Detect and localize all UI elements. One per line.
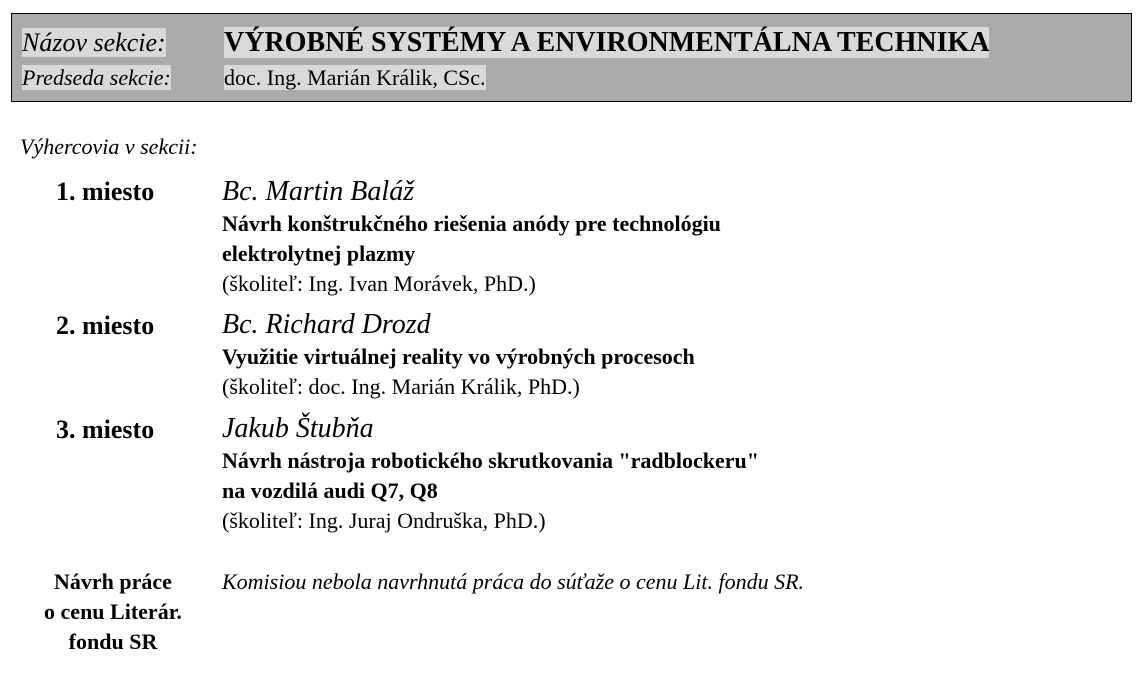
supervisor: (školiteľ: Ing. Juraj Ondruška, PhD.) [222,508,546,533]
supervisor: (školiteľ: doc. Ing. Marián Králik, PhD.) [222,374,580,399]
chair-label: Predseda sekcie: [22,65,171,90]
place-label: 2. miesto [56,311,155,340]
literary-fund-label-line: Návrh práce [54,569,172,594]
work-title [222,342,1122,372]
work-title-line: Návrh konštrukčného riešenia anódy pre technológiu [222,211,721,236]
place-label: 1. miesto [56,177,155,206]
supervisor: (školiteľ: Ing. Ivan Morávek, PhD.) [222,271,536,296]
work-title-line: Návrh nástroja robotického skrutkovania "radblockeru" [222,448,759,473]
place-label: 3. miesto [56,415,155,444]
section-name: VÝROBNÉ SYSTÉMY A ENVIRONMENTÁLNA TECHNIKA [224,27,990,58]
work-title-line: elektrolytnej plazmy [222,241,416,266]
work-title [222,446,1122,506]
literary-fund-value: Komisiou nebola navrhnutá práca do súťaže o cenu Lit. fondu SR. [222,569,805,594]
winner-entry [222,413,1122,536]
chair-name: doc. Ing. Marián Králik, CSc. [224,65,486,90]
work-title-line: Využitie virtuálnej reality vo výrobných procesoch [222,344,695,369]
winner-name: Jakub Štubňa [222,413,374,444]
literary-fund-label-line: o cenu Literár. [44,599,182,624]
winners-title: Výhercovia v sekcii: [20,134,198,159]
work-title-line: na vozdilá audi Q7, Q8 [222,478,438,503]
winner-name: Bc. Martin Baláž [222,176,415,207]
winner-name: Bc. Richard Drozd [222,309,431,340]
winner-entry [222,176,1122,299]
work-title [222,209,1122,269]
winner-entry [222,309,1122,402]
literary-fund-label-line: fondu SR [68,629,158,654]
section-label: Názov sekcie: [22,28,166,57]
section-header [11,13,1132,102]
literary-fund-label [18,567,208,657]
